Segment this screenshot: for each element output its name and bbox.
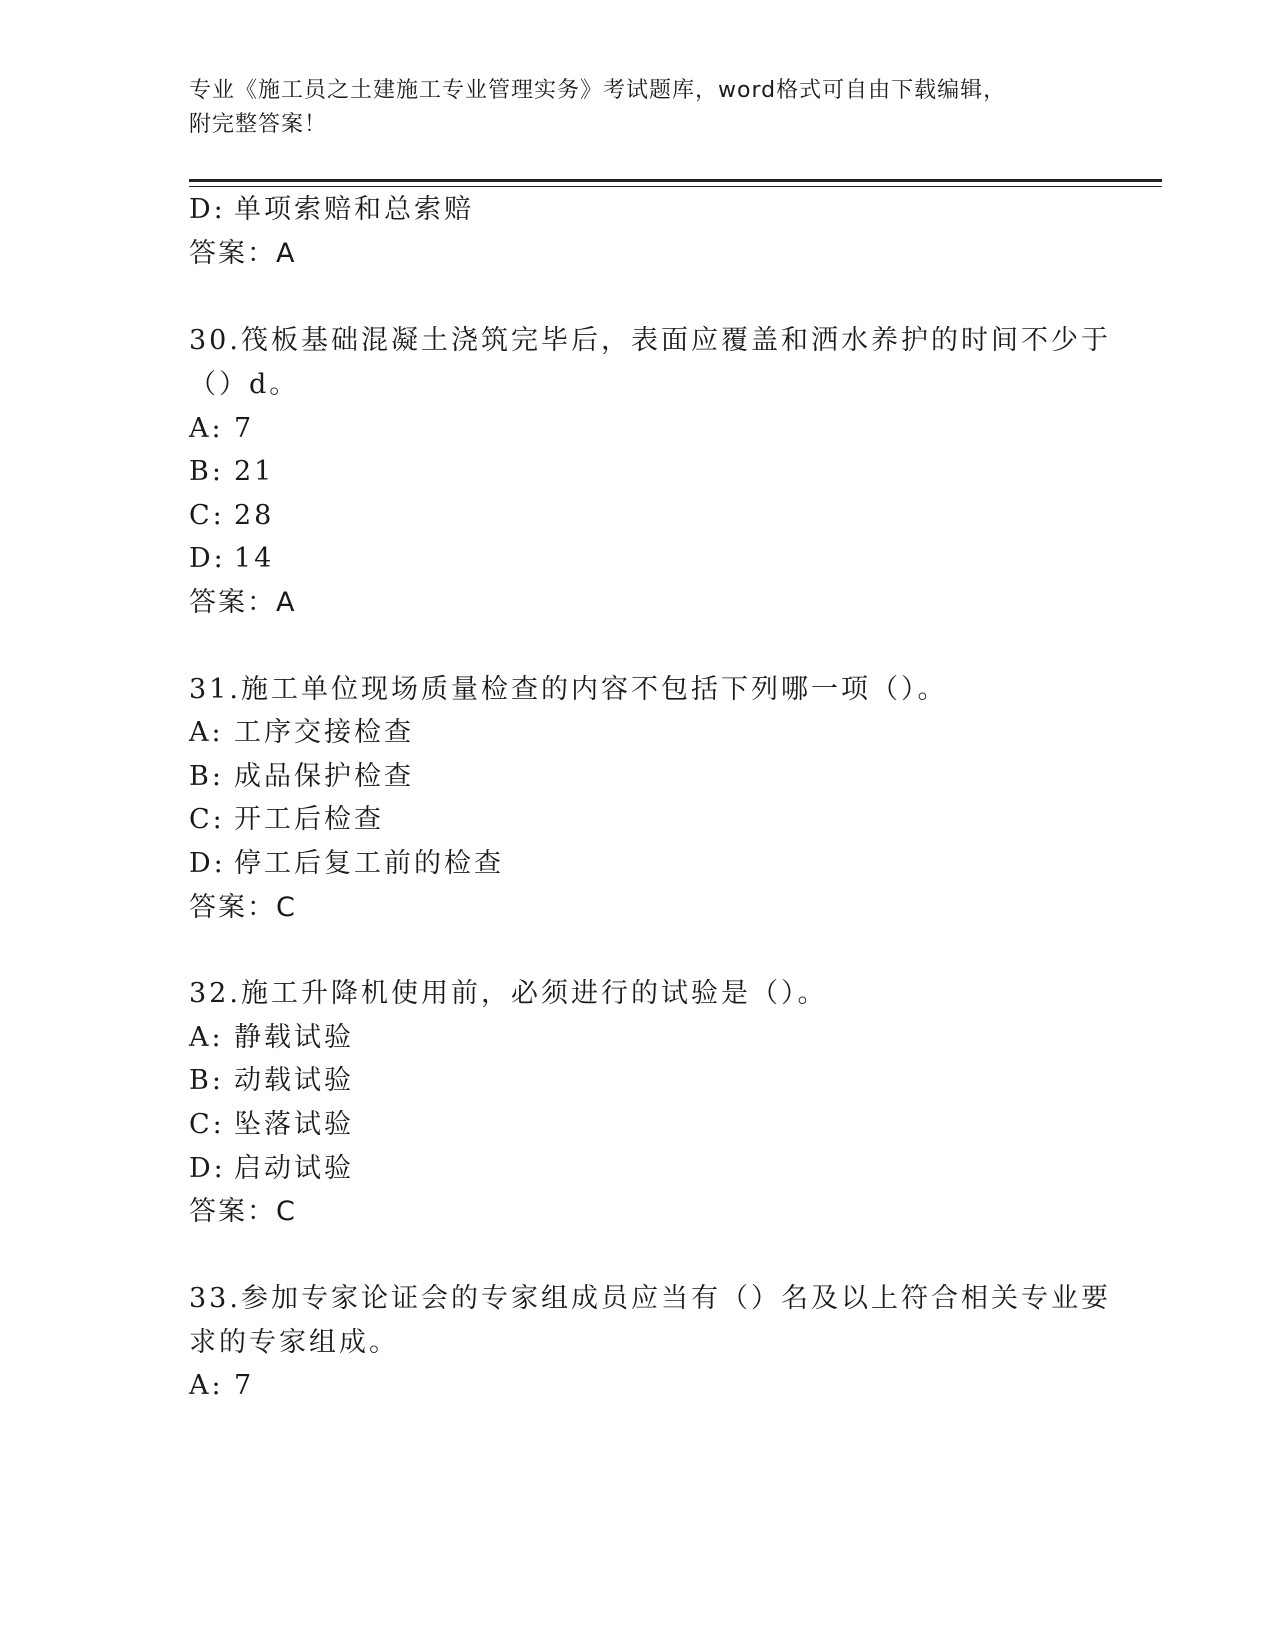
option-label: B: xyxy=(189,1065,224,1096)
option-text: 坠落试验 xyxy=(234,1109,354,1140)
question-31-option-d xyxy=(189,844,504,884)
option-text: 工序交接检查 xyxy=(234,717,414,748)
option-label: B: xyxy=(189,456,224,487)
question-31-stem: 31.施工单位现场质量检查的内容不包括下列哪一项（）。 xyxy=(189,674,948,705)
option-label: C: xyxy=(189,804,225,835)
question-31-option-b xyxy=(189,757,414,797)
question-32-option-c xyxy=(189,1105,354,1145)
option-text: 动载试验 xyxy=(234,1065,354,1096)
option-text: 停工后复工前的检查 xyxy=(234,848,504,879)
question-31-option-a xyxy=(189,713,414,753)
header-divider-thick xyxy=(189,179,1162,182)
question-32-answer: 答案：C xyxy=(189,1196,297,1227)
option-label: B: xyxy=(189,761,224,792)
option-text: 静载试验 xyxy=(234,1022,354,1053)
option-text: 21 xyxy=(234,456,275,487)
option-label: C: xyxy=(189,500,225,531)
header-line-1: 专业《施工员之土建施工专业管理实务》考试题库，word格式可自由下载编辑， xyxy=(189,78,1007,103)
question-32-option-d xyxy=(189,1149,354,1189)
header-divider-thin xyxy=(189,186,1162,187)
option-text: 启动试验 xyxy=(234,1153,354,1184)
question-30-stem: 30.筏板基础混凝土浇筑完毕后，表面应覆盖和洒水养护的时间不少于 xyxy=(189,325,1111,356)
option-text: 开工后检查 xyxy=(234,804,384,835)
option-label: A: xyxy=(189,1022,224,1053)
option-label: A: xyxy=(189,413,224,444)
question-30-option-b xyxy=(189,452,274,492)
question-30-option-a xyxy=(189,409,254,449)
header-line-2: 附完整答案！ xyxy=(189,112,328,137)
document-header xyxy=(189,74,1089,142)
option-label: C: xyxy=(189,1109,225,1140)
question-33-stem: 33.参加专家论证会的专家组成员应当有（）名及以上符合相关专业要 xyxy=(189,1283,1111,1314)
option-text: 单项索赔和总索赔 xyxy=(234,194,474,225)
option-label: A: xyxy=(189,717,224,748)
option-text: 7 xyxy=(234,413,255,444)
option-text: 成品保护检查 xyxy=(234,761,414,792)
option-label: A: xyxy=(189,1370,224,1401)
question-32-option-b xyxy=(189,1061,354,1101)
question-30-option-d xyxy=(189,539,274,579)
option-label: D: xyxy=(189,1153,226,1184)
question-32-option-a xyxy=(189,1018,354,1058)
option-label: D: xyxy=(189,848,226,879)
question-30-answer: 答案：A xyxy=(189,587,297,618)
option-label: D: xyxy=(189,543,226,574)
question-31-option-c xyxy=(189,800,384,840)
question-31-answer: 答案：C xyxy=(189,892,297,923)
option-text: 28 xyxy=(234,500,275,531)
option-text: 14 xyxy=(234,543,275,574)
question-30-option-c xyxy=(189,496,274,536)
prev-answer: 答案：A xyxy=(189,238,297,269)
question-30-stem-cont: （）d。 xyxy=(189,369,300,400)
question-33-option-a xyxy=(189,1366,254,1406)
question-32-stem: 32.施工升降机使用前，必须进行的试验是（）。 xyxy=(189,978,828,1009)
option-label: D: xyxy=(189,194,226,225)
option-text: 7 xyxy=(234,1370,255,1401)
prev-option-d xyxy=(189,190,474,230)
question-33-stem-cont: 求的专家组成。 xyxy=(189,1327,399,1358)
